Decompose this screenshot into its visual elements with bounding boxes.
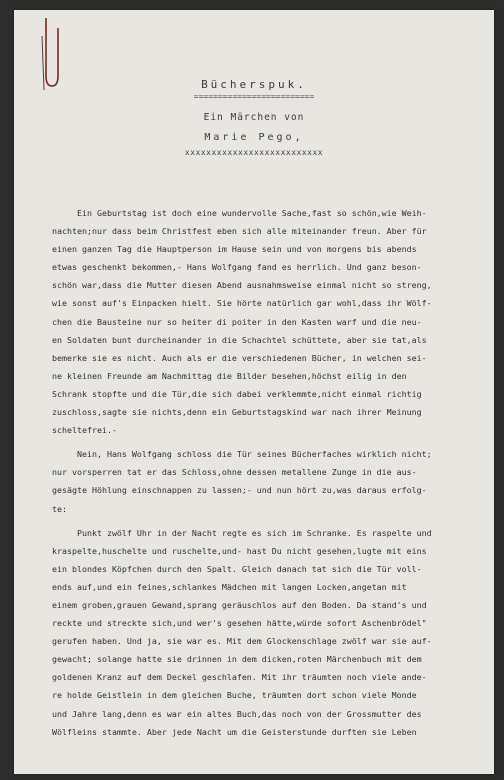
text-line: und Jahre lang,denn es war ein altes Buch,das noch von der Grossmutter des <box>52 708 422 719</box>
text-line: gesägte Höhlung einschnappen zu lassen;- und nun hört zu,was daraus erfolg- <box>52 485 427 496</box>
document-title: Bücherspuk. <box>201 78 307 91</box>
text-line: bemerke sie es nicht. Auch als er die verschiedenen Bücher, in welchen sei- <box>52 352 427 363</box>
document-page <box>14 10 494 774</box>
text-line: schön war,dass die Mutter diesen Abend ausnahmsweise einmal nicht so streng, <box>52 280 432 291</box>
paragraph <box>52 445 492 517</box>
text-line: en Soldaten bunt durcheinander in die Schachtel schüttete, aber sie tat,als <box>52 334 427 345</box>
document-body <box>52 204 492 741</box>
text-line: Schrank stopfte und die Tür,die sich dabei verklemmte,nicht einmal richtig <box>52 388 422 399</box>
text-line: re holde Geistlein in dem gleichen Buche, träumten dort schon viele Monde <box>52 690 417 701</box>
text-line: Wölfleins stammte. Aber jede Nacht um die Geisterstunde durften sie Leben <box>52 726 417 737</box>
text-line: chen die Bausteine nur so heiter di poiter in den Kasten warf und die neu- <box>52 316 422 327</box>
text-line: kraspelte,huschelte und ruschelte,und- hast Du nicht gesehen,lugte mit eins <box>52 545 427 556</box>
document-author: Marie Pego, <box>204 132 304 143</box>
text-line: scheltefrei.- <box>52 425 117 436</box>
text-line: ein blondes Köpfchen durch den Spalt. Gleich danach tat sich die Tür voll- <box>52 563 422 574</box>
document-subtitle: Ein Märchen von <box>203 112 305 123</box>
text-line: Punkt zwölf Uhr in der Nacht regte es sich im Schranke. Es raspelte und <box>52 527 432 538</box>
text-line: wie sonst auf's Einpacken hielt. Sie hörte natürlich gar wohl,dass ihr Wölf- <box>52 298 432 309</box>
text-line: reckte und streckte sich,und wer's gesehen hätte,würde sofort Aschenbrödel" <box>52 618 427 629</box>
title-underline: ========================= <box>193 92 315 101</box>
text-line: Nein, Hans Wolfgang schloss die Tür seines Bücherfaches wirklich nicht; <box>52 449 432 460</box>
text-line: nachten;nur dass beim Christfest eben sich alle miteinander freun. Aber für <box>52 226 427 237</box>
text-line: nur vorsperren tat er das Schloss,ohne dessen metallene Zunge in die aus- <box>52 467 417 478</box>
text-line: gerufen haben. Und ja, sie war es. Mit dem Glockenschlage zwölf war sie auf- <box>52 636 432 647</box>
paragraph <box>52 204 492 439</box>
text-line: einen ganzen Tag die Hauptperson im Hause sein und von morgens bis abends <box>52 244 417 255</box>
text-line: Ein Geburtstag ist doch eine wundervolle Sache,fast so schön,wie Weih- <box>52 208 427 218</box>
text-line: goldenen Kranz auf dem Deckel geschlafen. Mit ihr träumten noch viele ande- <box>52 672 427 683</box>
text-line: ne kleinen Freunde am Nachmittag die Bilder besehen,höchst eilig in den <box>52 370 407 381</box>
author-underline: xxxxxxxxxxxxxxxxxxxxxxxxxx <box>184 148 324 157</box>
text-line: einem groben,grauen Gewand,sprang geräuschlos auf den Boden. Da stand's und <box>52 599 427 610</box>
text-line: etwas geschenkt bekommen,- Hans Wolfgang fand es herrlich. Und ganz beson- <box>52 262 422 273</box>
text-line: te: <box>52 503 67 514</box>
text-line: zuschloss,sagte sie nichts,denn ein Geburtstagskind war nach ihrer Meinung <box>52 407 422 418</box>
paragraph <box>52 524 492 741</box>
text-line: gewacht; solange hatte sie drinnen in dem dicken,roten Märchenbuch mit dem <box>52 654 422 665</box>
text-line: ends auf,und ein feines,schlankes Mädchen mit langen Locken,angetan mit <box>52 581 407 592</box>
